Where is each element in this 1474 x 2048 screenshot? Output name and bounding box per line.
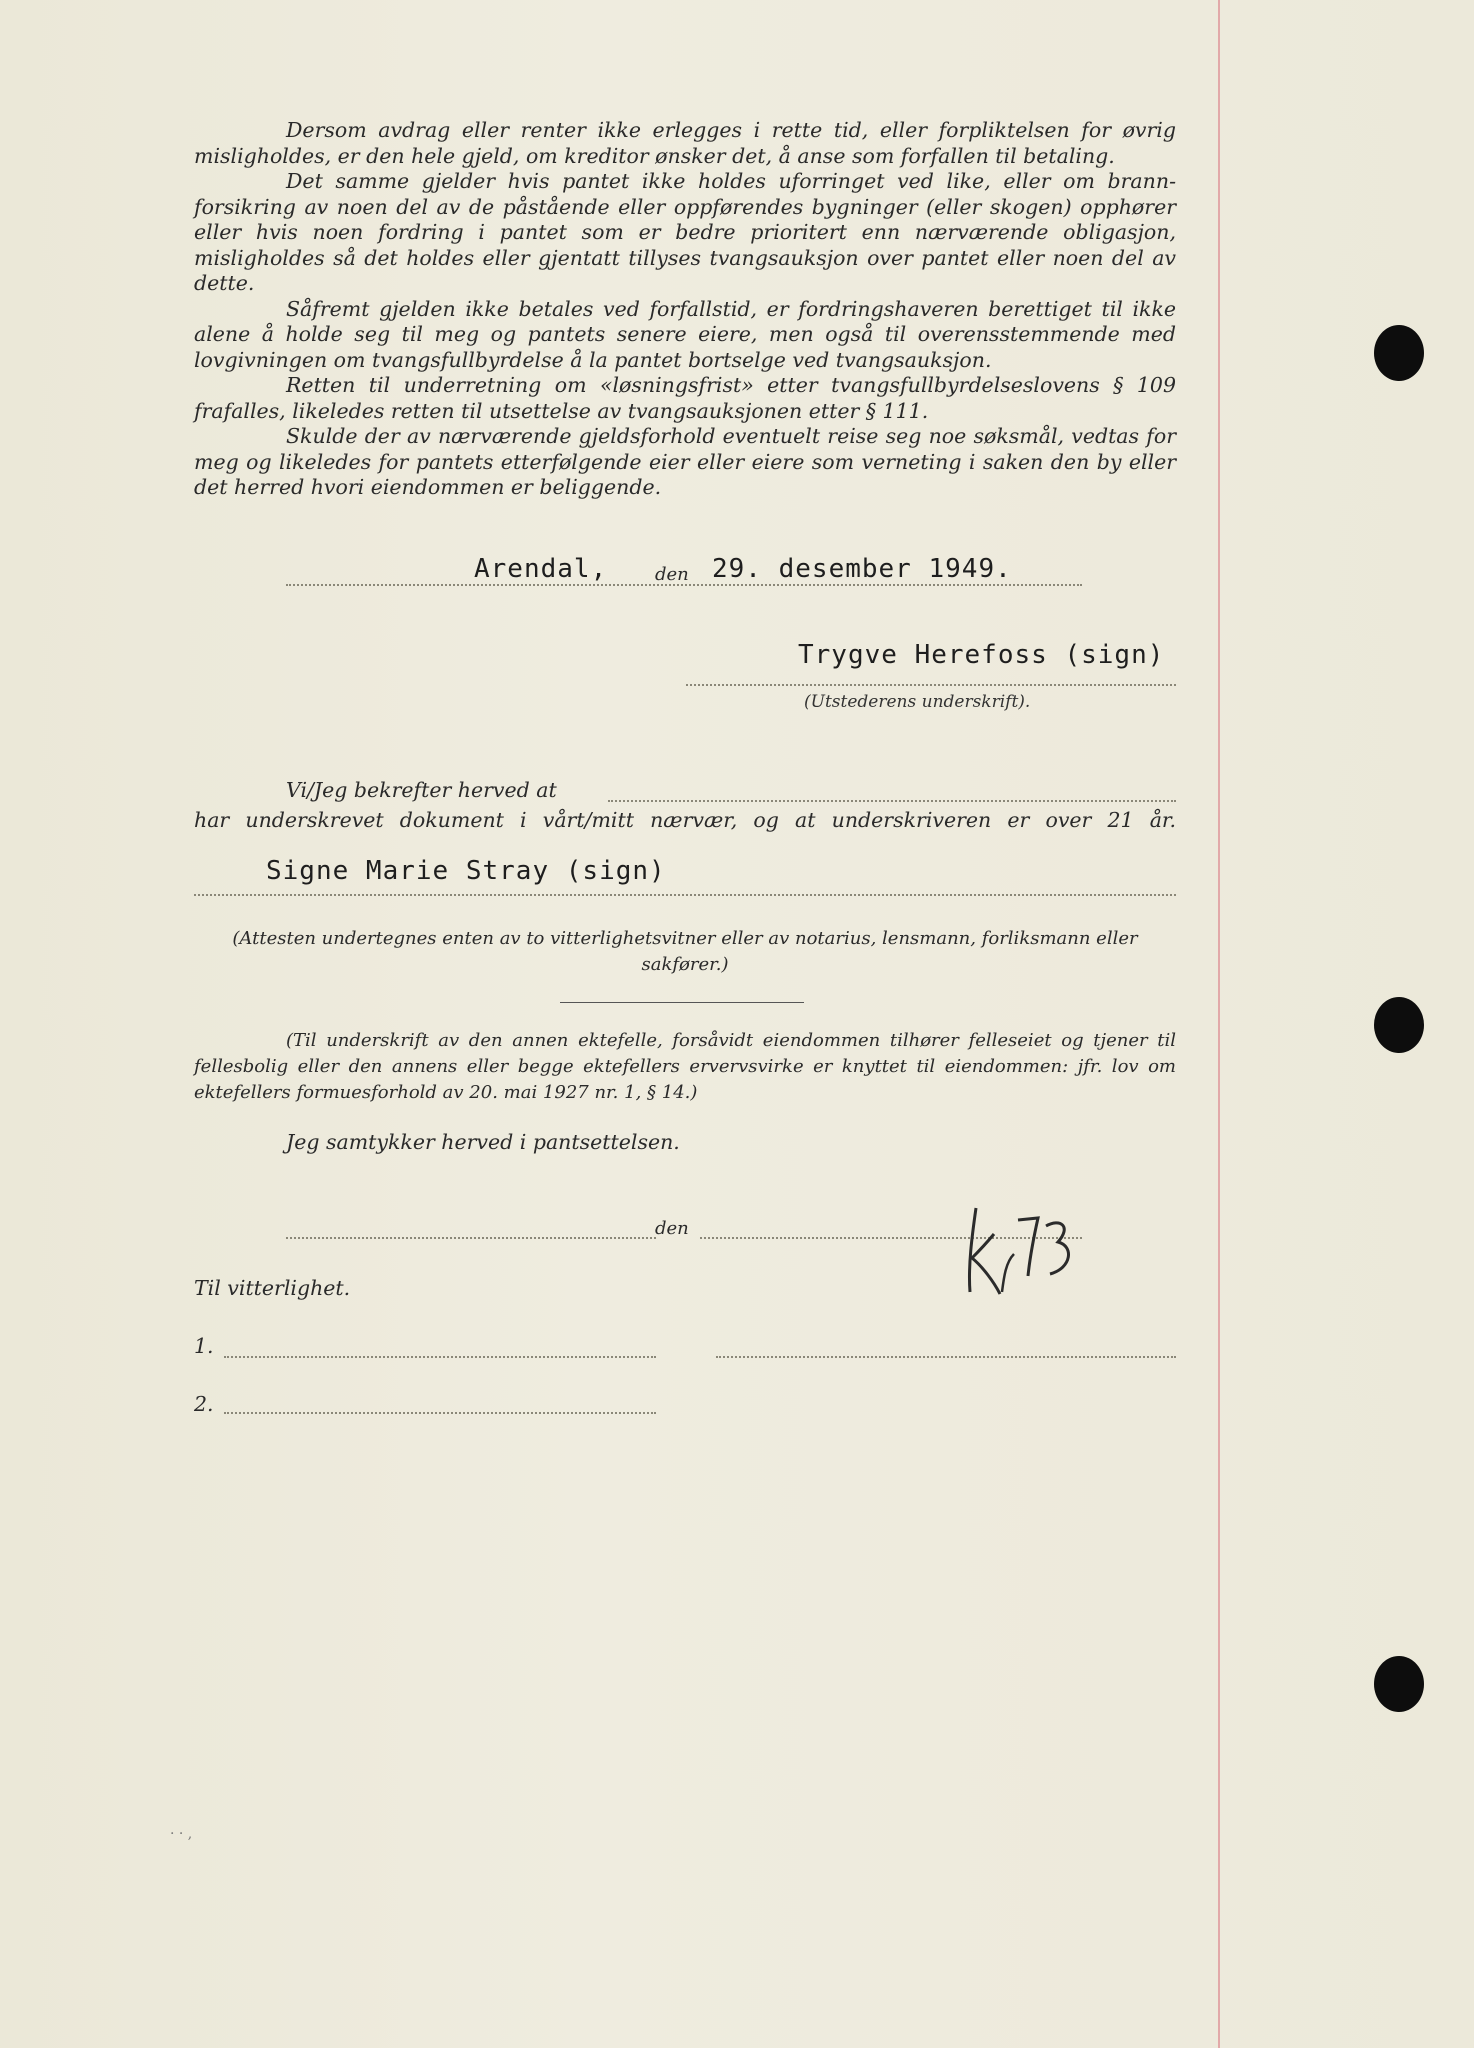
issuer-signature-line	[686, 684, 1176, 686]
red-margin-rule	[1218, 0, 1220, 2048]
spouse-note	[194, 1028, 1176, 1106]
issuer-caption: (Utstederens underskrift).	[804, 692, 1031, 712]
spouse-place-line	[286, 1237, 656, 1239]
witness-1-line	[224, 1356, 656, 1358]
attestation-line1: Vi/Jeg bekrefter herved at	[286, 778, 557, 802]
place: Arendal,	[474, 554, 608, 584]
punch-hole-top	[1374, 325, 1424, 381]
legal-paragraph: Skulde der av nærværende gjeldsforhold eventuelt reise seg noe søksmål, vedtas for meg og likeledes for pantets etterfølgende eier eller eiere som verneting i saken den by eller det herred hvori eiendommen er beliggende.	[194, 424, 1176, 499]
witness-signature-line	[194, 894, 1176, 896]
issuer-signature: Trygve Herefoss (sign)	[798, 640, 1165, 670]
den-label: den	[655, 564, 689, 585]
punch-hole-bottom	[1374, 1656, 1424, 1712]
witness-item-1: 1.	[194, 1334, 214, 1358]
legal-paragraph: Såfremt gjelden ikke betales ved forfallstid, er fordringshaveren berettiget til ikke alene å holde seg til meg og pantets senere eiere, men også til overensstemmende med lovgivningen om tvangsfullbyrdelse å la pantet bortselge ved tvangsauksjon.	[194, 296, 1176, 372]
handwritten-initials	[954, 1196, 1084, 1300]
date: 29. desember 1949.	[712, 554, 1012, 584]
attestation-line2: har underskrevet dokument i vårt/mitt nærvær, og at underskriveren er over 21 år.	[194, 808, 1176, 832]
consent-text: Jeg samtykker herved i pantsettelsen.	[286, 1130, 680, 1154]
legal-paragraph: Retten til underretning om «løsningsfrist» etter tvangsfullbyrdelseslovens § 109 frafalles, likeledes retten til utsettelse av tvangsauksjonen etter § 111.	[194, 373, 1176, 423]
witness-signature: Signe Marie Stray (sign)	[266, 856, 666, 886]
attestation-note: (Attesten undertegnes enten av to vitterlighetsvitner eller av notarius, lensmann, forliksmann eller sakfører.)	[232, 928, 1138, 975]
spouse-note-text: (Til underskrift av den annen ektefelle, forsåvidt eiendommen tilhører felleseiet og tjener til fellesbolig eller den annens eller begge ektefellers ervervsvirke er knyttet til eiendommen: jfr. lov om ektefellers formuesforhold av 20. mai 1927 nr. 1, § 14.)	[194, 1030, 1176, 1103]
page-smudge: · · ,	[170, 1826, 193, 1842]
witness-title: Til vitterlighet.	[194, 1276, 351, 1300]
legal-paragraph: Det samme gjelder hvis pantet ikke holdes uforringet ved like, eller om brannforsikring av noen del av de påstående eller oppførendes bygninger (eller skogen) opphører eller hvis noen fordring i pantet som er bedre prioritert enn nærværende obligasjon, misligholdes så det holdes eller gjentatt tillyses tvangsauksjon over pantet eller noen del av dette.	[194, 169, 1176, 295]
witness-2-line	[224, 1412, 656, 1414]
witness-item-2: 2.	[194, 1392, 214, 1416]
section-divider	[560, 1002, 804, 1003]
attestation-name-line	[608, 800, 1176, 802]
witness-1-line-right	[716, 1356, 1176, 1358]
spouse-den-label: den	[655, 1218, 689, 1239]
legal-paragraph: Dersom avdrag eller renter ikke erlegges i rette tid, eller forpliktelsen for øvrig misligholdes, er den hele gjeld, om kreditor ønsker det, å anse som forfallen til betaling.	[194, 118, 1176, 168]
punch-hole-middle	[1374, 997, 1424, 1053]
legal-terms	[194, 118, 1176, 501]
